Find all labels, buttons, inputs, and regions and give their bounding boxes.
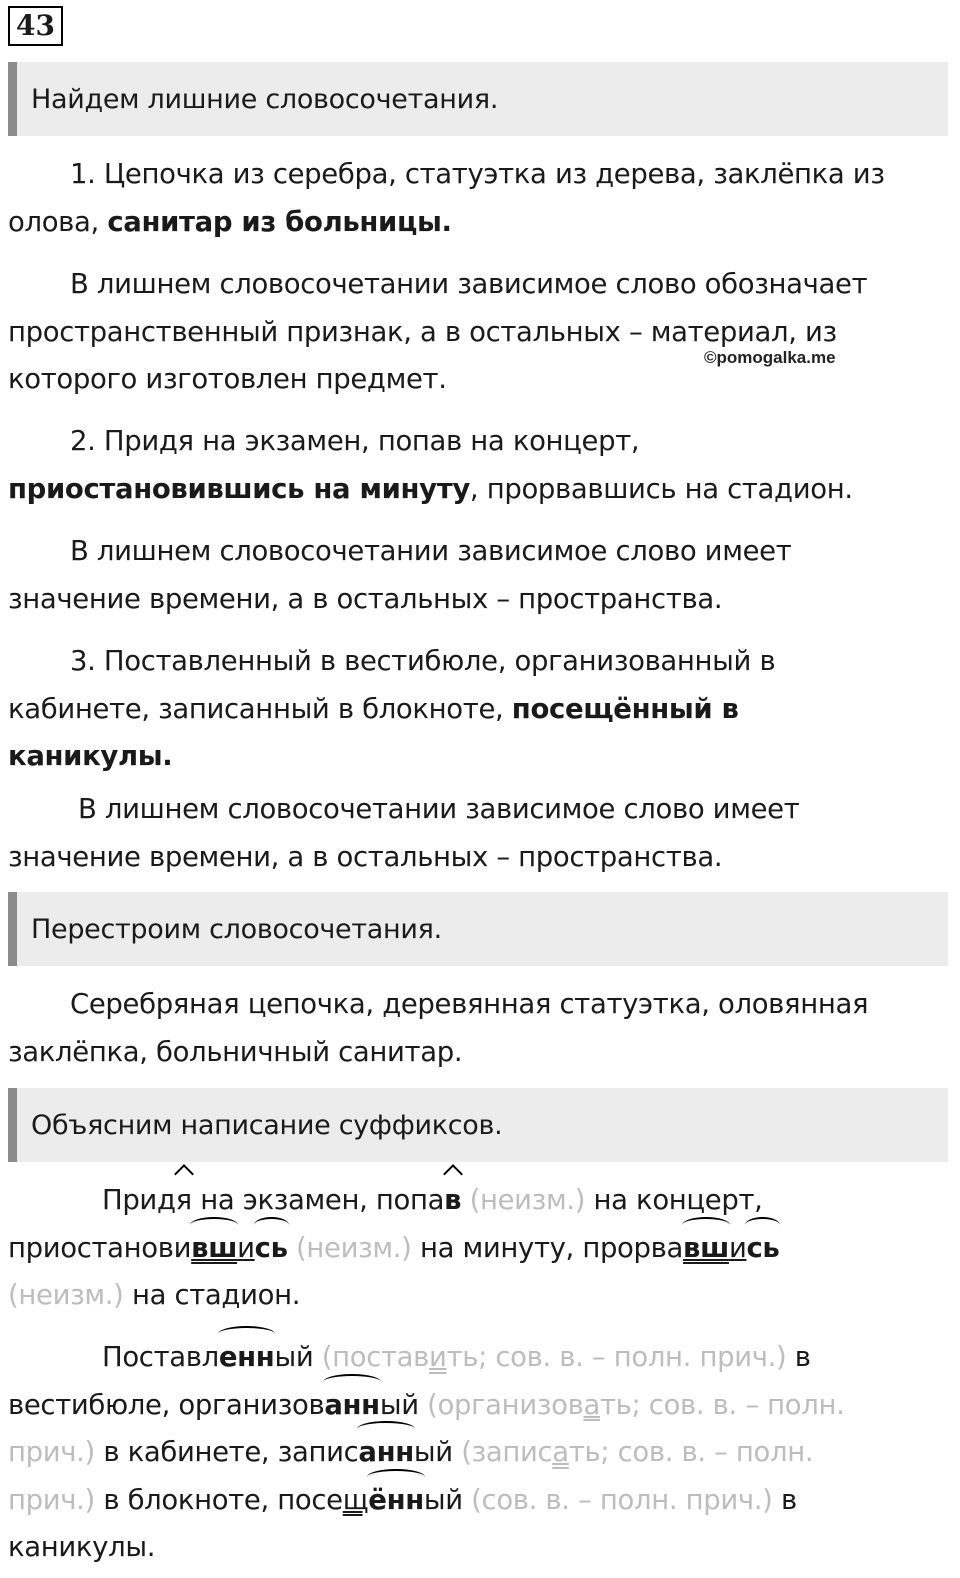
paragraph-explanation-2 <box>8 528 938 623</box>
text-span: на минуту, прорва <box>411 1231 684 1264</box>
text-line: каникулы. <box>8 1531 156 1563</box>
text-line <box>8 1429 938 1477</box>
gray-note-mark: и <box>429 1341 447 1373</box>
gray-note: ть; сов. в. – полн. <box>568 1436 814 1468</box>
text-line <box>8 1382 938 1430</box>
paragraph-item-1 <box>8 151 938 246</box>
text-span: олова, <box>8 205 108 238</box>
text-line <box>8 1177 938 1225</box>
gray-note: (неизм.) <box>461 1184 586 1216</box>
task-number: 43 <box>8 6 63 46</box>
text-line <box>8 733 938 781</box>
text-span: ый <box>274 1341 314 1373</box>
section-header-suffixes: Объясним написание суффиксов. <box>8 1088 948 1162</box>
bold-answer: приостановившись на минуту <box>8 472 470 505</box>
text-line <box>8 466 938 514</box>
text-span: на концерт, <box>585 1184 763 1216</box>
text-span: на экзамен, попа <box>191 1184 445 1216</box>
paragraph-item-2 <box>8 418 938 513</box>
vowel-mark: и <box>728 1231 747 1264</box>
text-line: 3. Поставленный в вестибюле, организованный в <box>70 645 776 677</box>
text-span: ый <box>379 1388 419 1421</box>
suffix-mark: ённ <box>368 1477 424 1525</box>
bold-answer: посещённый в <box>511 692 739 725</box>
suffix-mark: в <box>444 1177 461 1225</box>
gray-note: (организов <box>418 1388 584 1421</box>
text-span: в <box>772 1483 797 1516</box>
gray-note: прич.) <box>8 1483 95 1516</box>
section-header-rebuild: Перестроим словосочетания. <box>8 892 948 966</box>
text-span: кабинете, записанный в блокноте, <box>8 692 512 725</box>
gray-note: ть; сов. в. – полн. <box>599 1388 845 1421</box>
text-span: Поставл <box>102 1341 219 1373</box>
text-line: значение времени, а в остальных – пространства. <box>8 582 723 615</box>
text-line <box>8 199 938 247</box>
watermark: ©pomogalka.me <box>704 348 836 367</box>
text-line: которого изготовлен предмет. <box>8 363 447 395</box>
suffix-mark: сь <box>746 1225 779 1273</box>
gray-note: (сов. в. – полн. прич.) <box>462 1483 773 1516</box>
gray-note: (постав <box>313 1341 430 1373</box>
bold-answer: каникулы. <box>8 740 173 772</box>
text-line: значение времени, а в остальных – пространства. <box>8 840 723 873</box>
text-line <box>8 1334 938 1382</box>
suffix-mark: вш <box>191 1225 237 1273</box>
text-line: 2. Придя на экзамен, попав на концерт, <box>70 425 640 457</box>
text-line <box>8 686 938 734</box>
text-span: в <box>786 1341 811 1373</box>
suffix-mark: вш <box>683 1225 729 1273</box>
text-line: В лишнем словосочетании зависимое слово обозначает <box>70 268 868 300</box>
text-line <box>8 1477 938 1525</box>
section-header-find-extra: Найдем лишние словосочетания. <box>8 62 948 136</box>
text-span: вестибюле, организов <box>8 1388 325 1421</box>
text-span: ый <box>413 1436 453 1468</box>
text-span: Прид <box>102 1184 176 1216</box>
paragraph-gerunds <box>8 1177 938 1320</box>
gray-note: (неизм.) <box>287 1231 412 1264</box>
suffix-mark: анн <box>358 1429 414 1477</box>
gray-note: ть; сов. в. – полн. прич.) <box>446 1341 787 1373</box>
paragraph-explanation-1 <box>8 261 938 404</box>
vowel-mark: и <box>237 1231 255 1264</box>
text-line <box>8 1225 938 1273</box>
paragraph-participles <box>8 1334 938 1572</box>
text-line: В лишнем словосочетании зависимое слово имеет <box>70 535 792 567</box>
bold-answer: санитар из больницы. <box>107 205 452 238</box>
gray-note: прич.) <box>8 1436 95 1468</box>
text-span: на стадион. <box>123 1279 301 1311</box>
text-line: заклёпка, больничный санитар. <box>8 1035 463 1068</box>
text-span: приостанови <box>8 1231 192 1264</box>
text-line: 1. Цепочка из серебра, статуэтка из дерева, заклёпка из <box>70 158 885 190</box>
text-span: ый <box>423 1483 463 1516</box>
text-span: , прорвавшись на стадион. <box>469 472 853 505</box>
gray-note: (запис <box>452 1436 553 1468</box>
paragraph-explanation-3 <box>8 786 938 881</box>
paragraph-item-3 <box>8 638 938 781</box>
paragraph-rebuilt-phrases <box>8 981 938 1076</box>
text-line: пространственный признак, а в остальных – материал, из <box>8 315 837 348</box>
gray-note-mark: а <box>583 1388 600 1421</box>
gray-note-mark: а <box>552 1436 569 1468</box>
text-line: Серебряная цепочка, деревянная статуэтка, оловянная <box>70 988 869 1020</box>
suffix-mark: я <box>176 1177 192 1225</box>
gray-note: (неизм.) <box>8 1279 124 1311</box>
suffix-mark: сь <box>255 1225 288 1273</box>
consonant-mark: щ <box>342 1483 369 1516</box>
text-line <box>8 1272 938 1320</box>
suffix-mark: енн <box>219 1334 275 1382</box>
suffix-mark: анн <box>324 1382 380 1430</box>
text-span: в кабинете, запис <box>94 1436 359 1468</box>
text-line: В лишнем словосочетании зависимое слово имеет <box>78 793 800 825</box>
text-span: в блокноте, посе <box>94 1483 343 1516</box>
